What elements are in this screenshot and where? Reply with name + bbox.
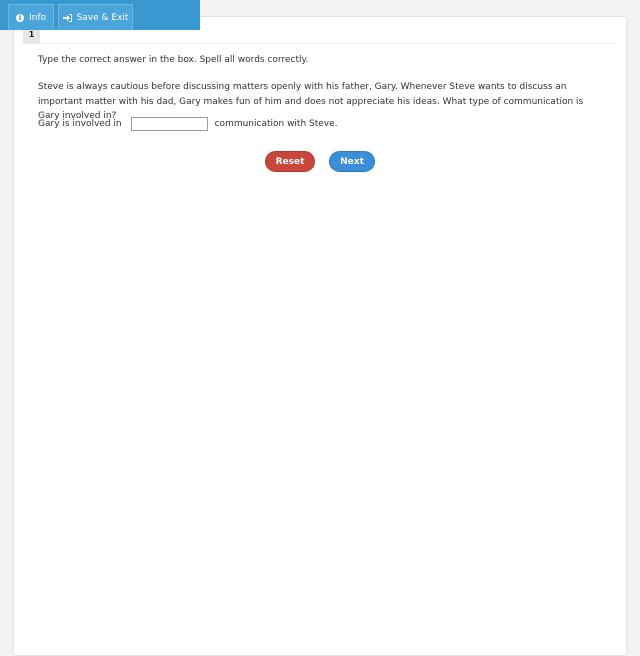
question-passage: Steve is always cautious before discussing matters openly with his father, Gary. Whenever Steve wants to discuss an important matter with his dad, Gary makes fun of him and does not appreciate his ideas. What type of communication is Gary involved in? (38, 82, 584, 121)
answer-prefix: Gary is involved in (38, 119, 122, 129)
info-icon: i (16, 14, 24, 22)
reset-button[interactable]: Reset (265, 151, 315, 172)
answer-row (38, 117, 338, 131)
save-exit-button-label: Save & Exit (76, 12, 129, 23)
save-exit-button[interactable] (58, 4, 133, 30)
answer-suffix: communication with Steve. (214, 119, 338, 129)
info-button[interactable] (8, 4, 54, 30)
header-divider (23, 43, 615, 44)
answer-input[interactable] (131, 117, 208, 131)
question-instruction: Type the correct answer in the box. Spell all words correctly. (38, 55, 309, 65)
info-button-label: Info (28, 12, 47, 23)
next-button[interactable]: Next (329, 151, 375, 172)
top-toolbar (0, 0, 200, 30)
sign-out-icon (63, 14, 72, 22)
question-number: 1 (23, 26, 40, 43)
